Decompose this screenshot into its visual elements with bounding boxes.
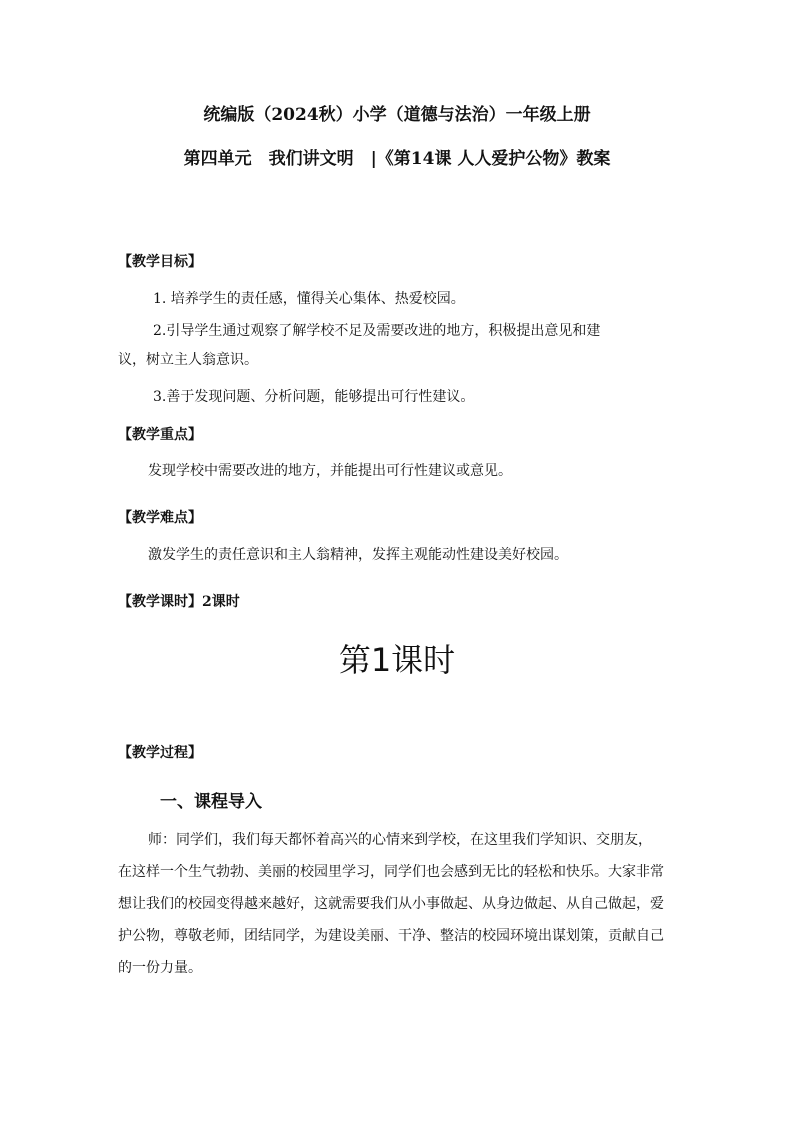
section-1-title: 一、课程导入 [160,792,262,812]
objective-item-1: 1. 培养学生的责任感，懂得关心集体、热爱校园。 [153,291,465,307]
class-hours-heading: 【教学课时】2课时 [118,594,240,610]
key-points-heading: 【教学重点】 [118,427,202,443]
process-body-line-2: 在这样一个生气勃勃、美丽的校园里学习，同学们也会感到无比的轻松和快乐。大家非常 [118,864,664,880]
process-heading: 【教学过程】 [118,745,202,761]
process-body-line-5: 的一份力量。 [118,960,202,976]
objectives-heading: 【教学目标】 [118,254,202,270]
objective-item-2-line-2: 议，树立主人翁意识。 [118,352,258,368]
lesson-title: 第1课时 [338,641,456,679]
objective-item-2-line-1: 2.引导学生通过观察了解学校不足及需要改进的地方，积极提出意见和建 [153,323,601,339]
process-body-line-4: 护公物，尊敬老师，团结同学，为建设美丽、干净、整洁的校园环境出谋划策，贡献自己 [118,928,664,944]
objective-item-3: 3.善于发现问题、分析问题，能够提出可行性建议。 [153,389,475,405]
key-points-text: 发现学校中需要改进的地方，并能提出可行性建议或意见。 [148,463,512,479]
process-body-line-3: 想让我们的校园变得越来越好，这就需要我们从小事做起、从身边做起、从自己做起，爱 [118,896,664,912]
difficulties-heading: 【教学难点】 [118,510,202,526]
document-subtitle: 第四单元 我们讲文明 |《第14课 人人爱护公物》教案 [183,149,611,169]
process-body-line-1: 师：同学们，我们每天都怀着高兴的心情来到学校，在这里我们学知识、交朋友， [148,832,652,848]
document-title: 统编版（2024秋）小学（道德与法治）一年级上册 [203,105,591,125]
difficulties-text: 激发学生的责任意识和主人翁精神，发挥主观能动性建设美好校园。 [148,547,568,563]
